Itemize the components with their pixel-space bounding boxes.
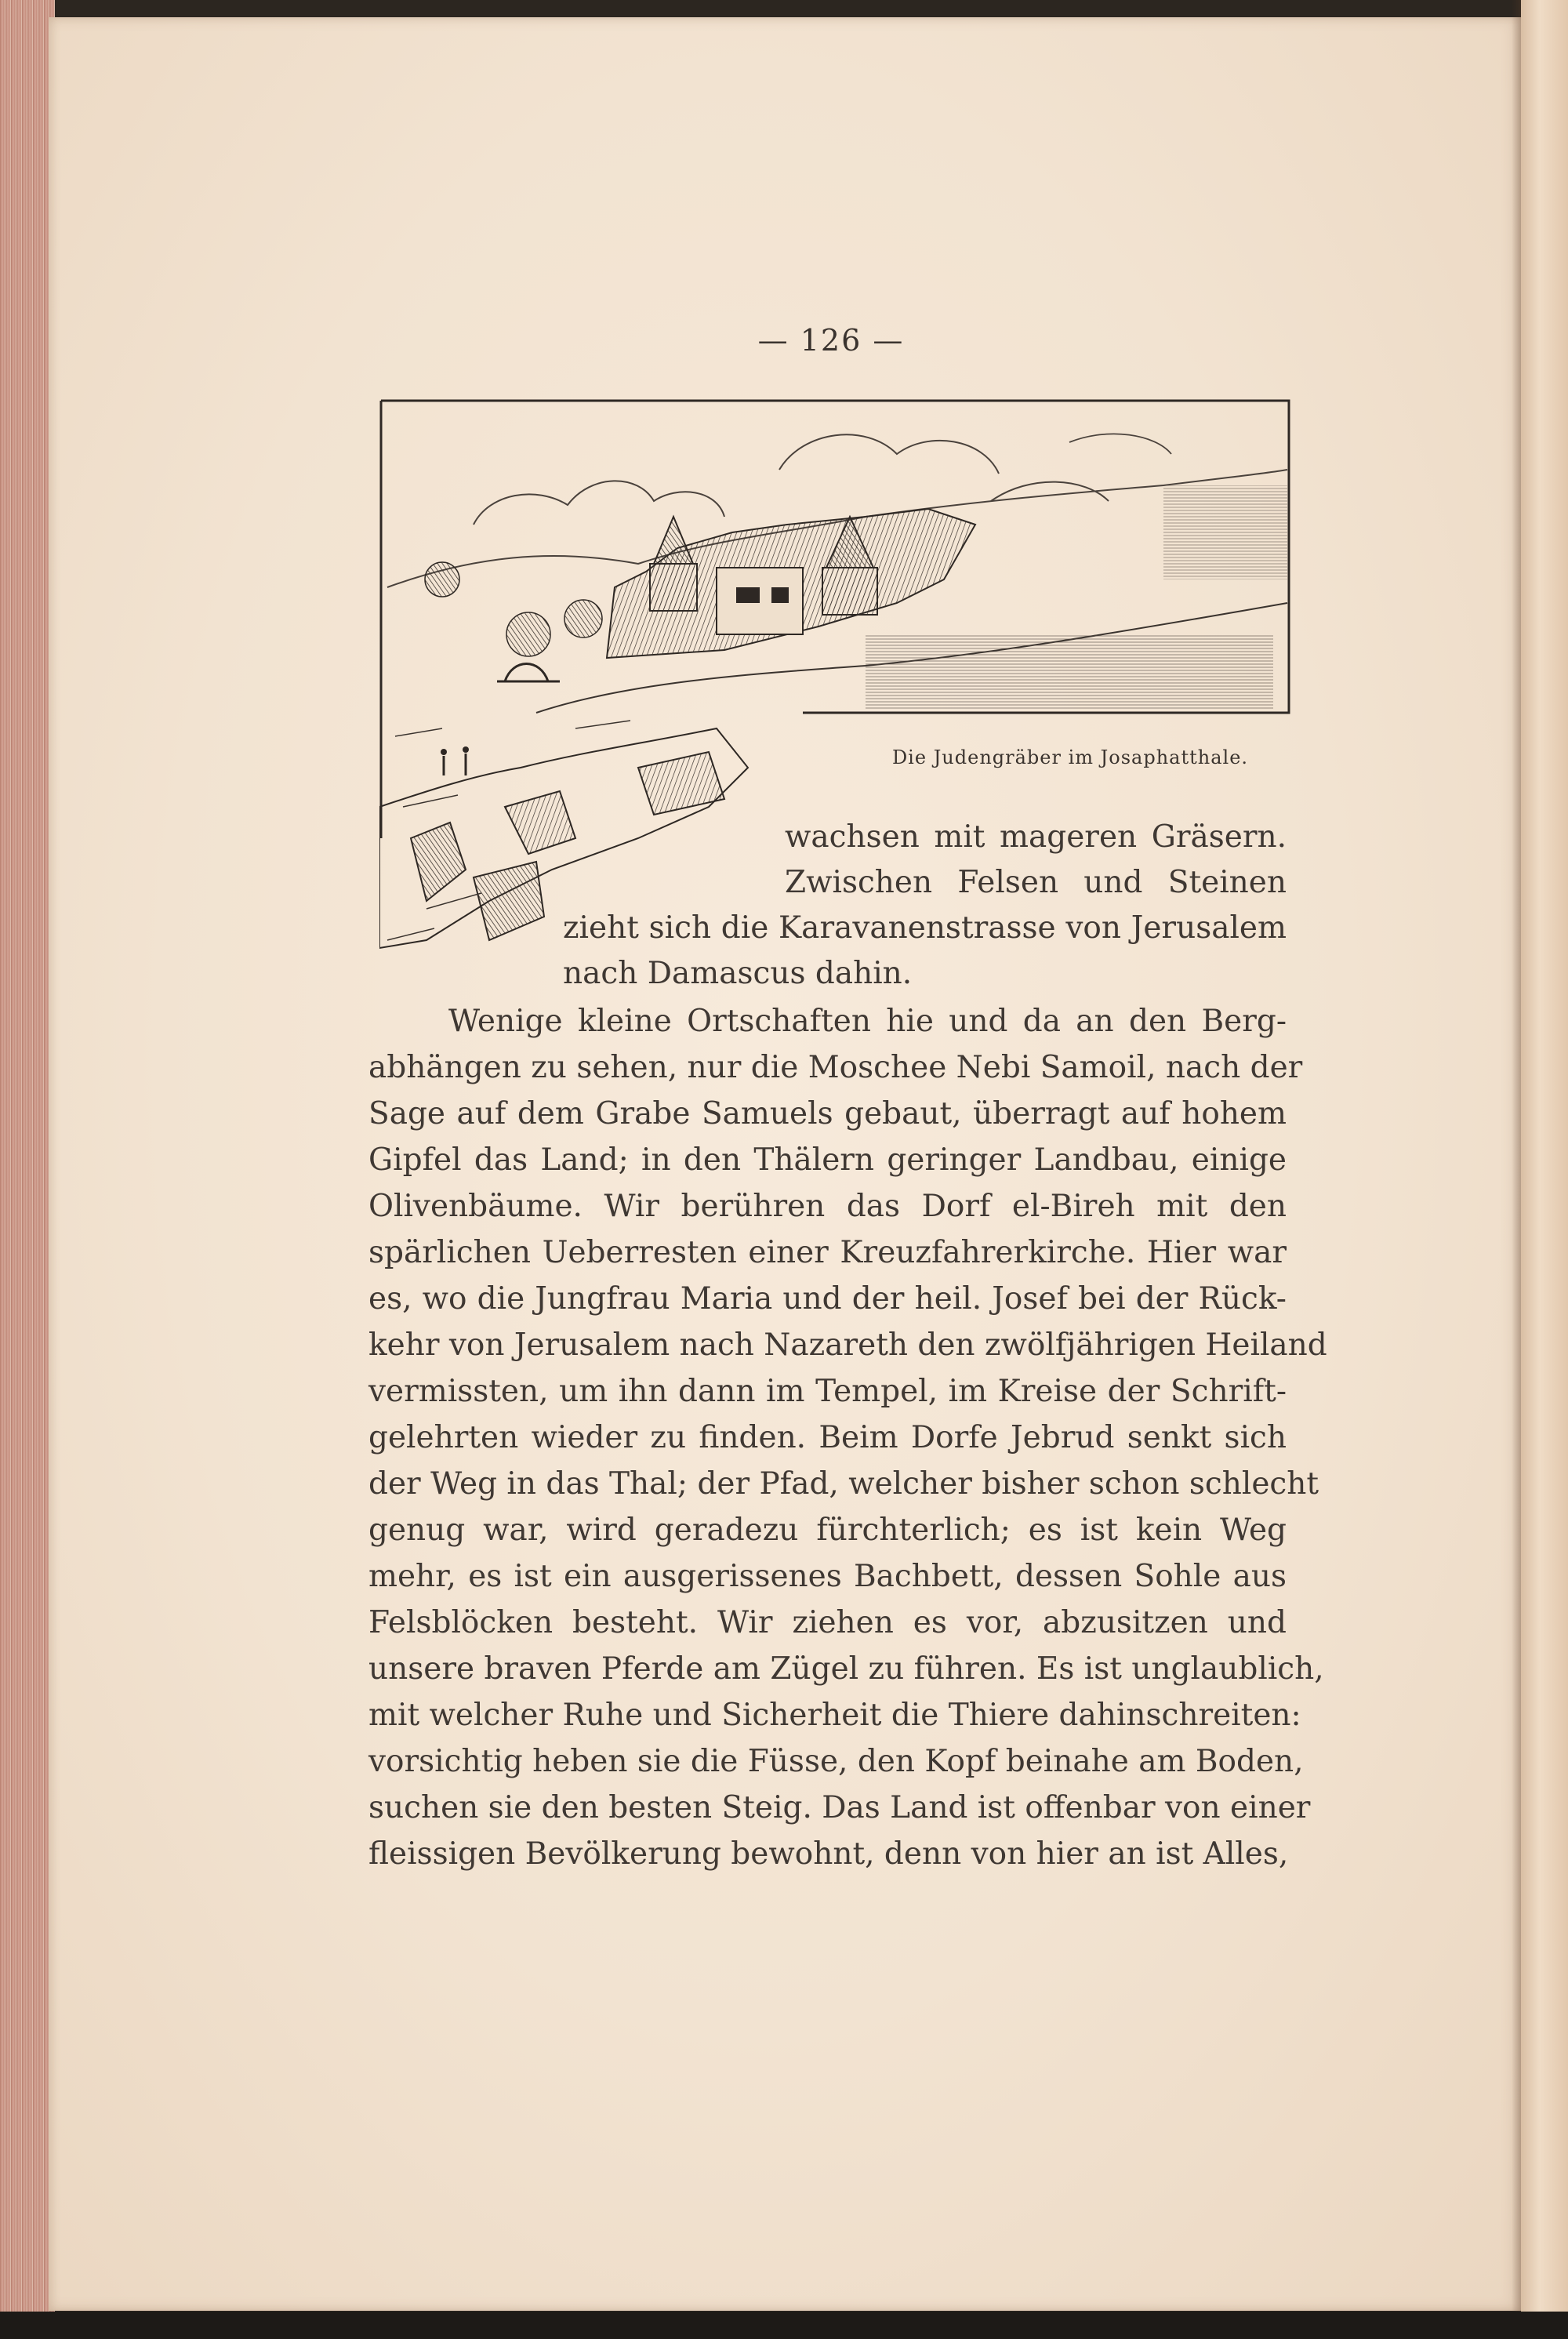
text-line: es, wo die Jungfrau Maria und der heil. Josef bei der Rück- (368, 1281, 1287, 1317)
text-line: suchen sie den besten Steig. Das Land ist offenbar von einer (368, 1790, 1311, 1825)
text-line: Gipfel das Land; in den Thälern geringer Landbau, einige (368, 1142, 1287, 1178)
text-line: wachsen mit mageren Gräsern. (785, 819, 1287, 855)
text-line: kehr von Jerusalem nach Nazareth den zwölfjährigen Heiland (368, 1327, 1327, 1363)
text-line: gelehrten wieder zu finden. Beim Dorfe Jebrud senkt sich (368, 1420, 1287, 1455)
text-line: spärlichen Ueberresten einer Kreuzfahrerkirche. Hier war (368, 1235, 1287, 1270)
text-line: mit welcher Ruhe und Sicherheit die Thiere dahinschreiten: (368, 1698, 1301, 1733)
text-line: unsere braven Pferde am Zügel zu führen. Es ist unglaublich, (368, 1651, 1324, 1687)
text-line: Sage auf dem Grabe Samuels gebaut, überragt auf hohem (368, 1096, 1287, 1131)
text-line: Olivenbäume. Wir berühren das Dorf el-Bireh mit den (368, 1189, 1287, 1224)
text-line: vorsichtig heben sie die Füsse, den Kopf beinahe am Boden, (368, 1744, 1304, 1779)
text-line: mehr, es ist ein ausgerissenes Bachbett, dessen Sohle aus (368, 1559, 1287, 1594)
illustration-caption: Die Judengräber im Josaphatthale. (891, 746, 1249, 768)
text-line: Wenige kleine Ortschaften hie und da an den Berg- (448, 1004, 1287, 1039)
text-line: Zwischen Felsen und Steinen (785, 865, 1287, 900)
text-line: zieht sich die Karavanenstrasse von Jerusalem (563, 910, 1287, 946)
text-line: Felsblöcken besteht. Wir ziehen es vor, abzusitzen und (368, 1605, 1287, 1640)
facing-page-edge (1521, 0, 1568, 2339)
text-line: nach Damascus dahin. (563, 956, 913, 991)
scan-border (0, 2312, 1568, 2339)
text-line: abhängen zu sehen, nur die Moschee Nebi Samoil, nach der (368, 1050, 1303, 1085)
text-line: fleissigen Bevölkerung bewohnt, denn von hier an ist Alles, (368, 1836, 1289, 1872)
text-line: genug war, wird geradezu fürchterlich; es ist kein Weg (368, 1513, 1287, 1548)
page-edges (0, 0, 55, 2339)
text-line: vermissten, um ihn dann im Tempel, im Kreise der Schrift- (368, 1374, 1287, 1409)
text-line: der Weg in das Thal; der Pfad, welcher bisher schon schlecht (368, 1466, 1319, 1502)
page-number: — 126 — (757, 323, 905, 358)
